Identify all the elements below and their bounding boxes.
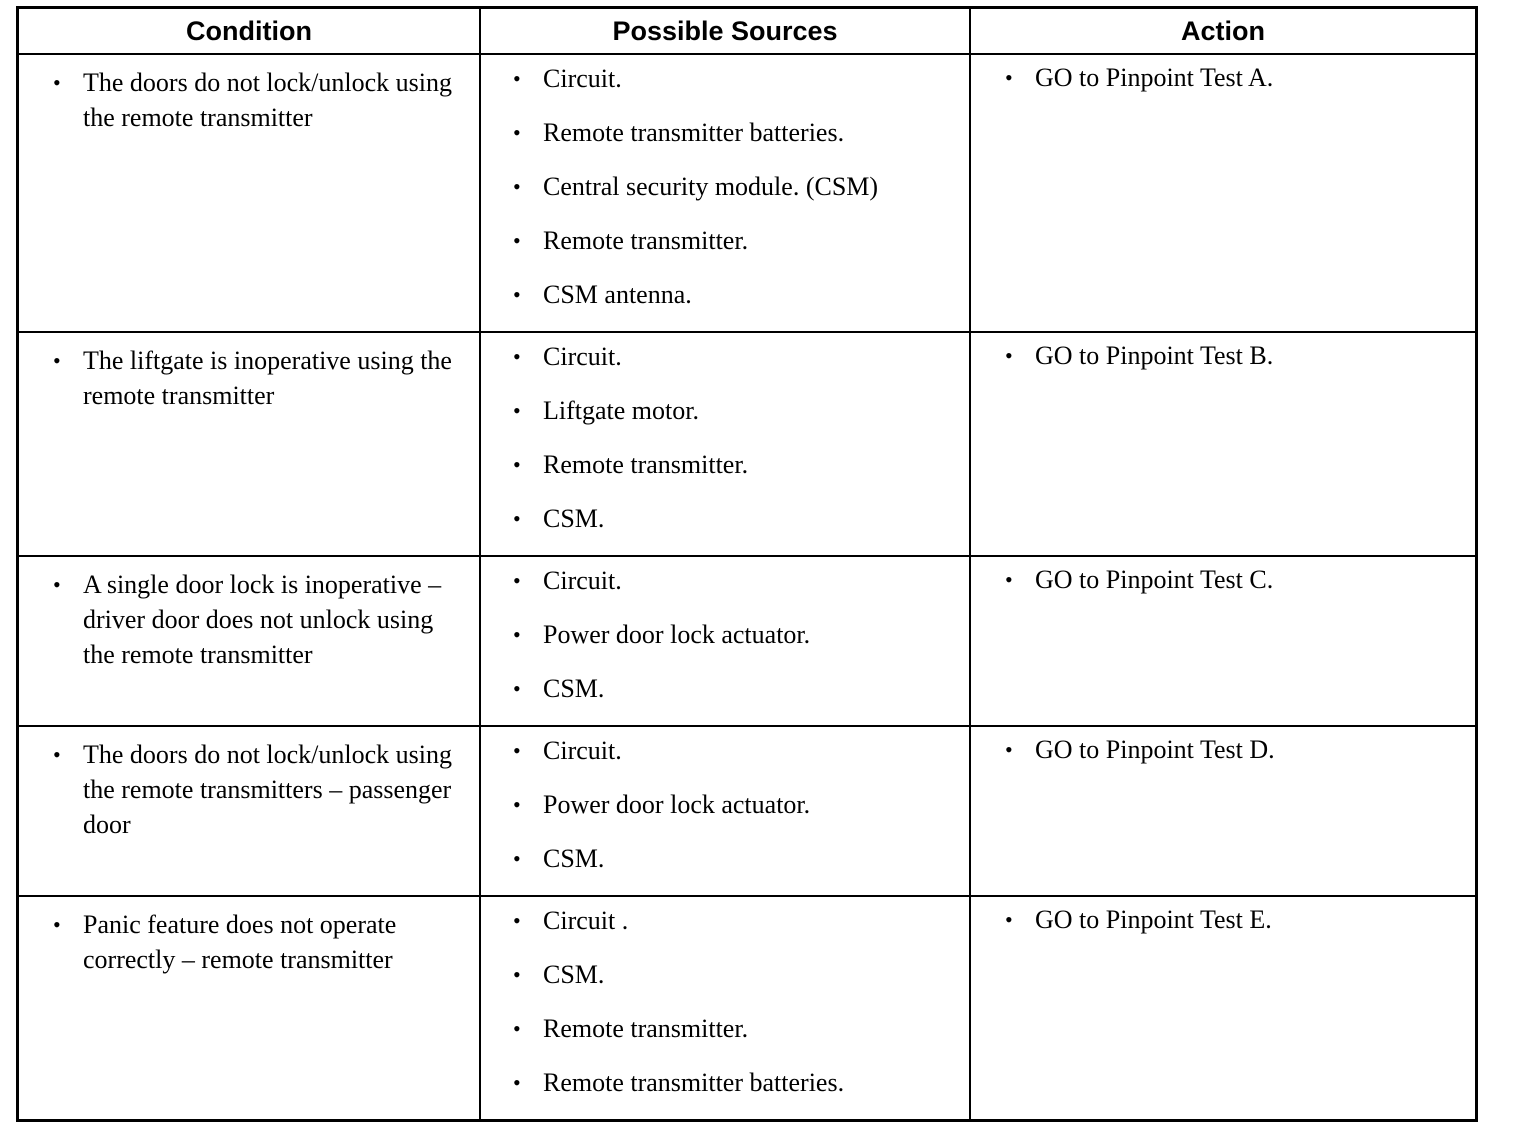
action-list xyxy=(971,557,1475,597)
sources-cell xyxy=(480,726,970,896)
source-item: • Power door lock actuator. xyxy=(543,787,959,822)
source-item: • Central security module. (CSM) xyxy=(543,169,959,204)
source-item: • CSM. xyxy=(543,841,959,876)
condition-item: • The doors do not lock/unlock using the remote transmitter xyxy=(83,65,469,135)
condition-cell xyxy=(18,332,481,556)
table-row xyxy=(18,54,1477,332)
action-item: • GO to Pinpoint Test B. xyxy=(1035,338,1465,373)
table-row xyxy=(18,726,1477,896)
condition-item: • A single door lock is inoperative – driver door does not unlock using the remote transmitter xyxy=(83,567,469,672)
action-item: • GO to Pinpoint Test A. xyxy=(1035,60,1465,95)
action-item: • GO to Pinpoint Test E. xyxy=(1035,902,1465,937)
source-item: • CSM. xyxy=(543,501,959,536)
action-list xyxy=(971,333,1475,373)
action-list xyxy=(971,55,1475,95)
header-action: Action xyxy=(970,8,1477,55)
action-cell xyxy=(970,726,1477,896)
action-list xyxy=(971,727,1475,767)
source-item: • Liftgate motor. xyxy=(543,393,959,428)
source-item: • Power door lock actuator. xyxy=(543,617,959,652)
condition-list xyxy=(19,55,479,135)
action-item: • GO to Pinpoint Test D. xyxy=(1035,732,1465,767)
sources-list xyxy=(481,55,969,312)
condition-item: • Panic feature does not operate correctly – remote transmitter xyxy=(83,907,469,977)
action-list xyxy=(971,897,1475,937)
condition-list xyxy=(19,333,479,413)
source-item: • Circuit. xyxy=(543,339,959,374)
table-row xyxy=(18,332,1477,556)
action-cell xyxy=(970,896,1477,1121)
source-item: • Remote transmitter. xyxy=(543,447,959,482)
source-item: • Remote transmitter. xyxy=(543,1011,959,1046)
condition-list xyxy=(19,557,479,672)
source-item: • CSM. xyxy=(543,957,959,992)
action-cell xyxy=(970,332,1477,556)
condition-cell xyxy=(18,726,481,896)
sources-cell xyxy=(480,54,970,332)
condition-list xyxy=(19,897,479,977)
condition-cell xyxy=(18,896,481,1121)
condition-item: • The doors do not lock/unlock using the remote transmitters – passenger door xyxy=(83,737,469,842)
source-item: • Circuit. xyxy=(543,61,959,96)
header-possible-sources: Possible Sources xyxy=(480,8,970,55)
source-item: • CSM. xyxy=(543,671,959,706)
condition-list xyxy=(19,727,479,842)
header-condition: Condition xyxy=(18,8,481,55)
source-item: • Circuit . xyxy=(543,903,959,938)
sources-cell xyxy=(480,896,970,1121)
sources-cell xyxy=(480,556,970,726)
source-item: • Remote transmitter batteries. xyxy=(543,1065,959,1100)
sources-list xyxy=(481,727,969,876)
table-row xyxy=(18,896,1477,1121)
source-item: • Circuit. xyxy=(543,563,959,598)
source-item: • Remote transmitter batteries. xyxy=(543,115,959,150)
action-cell xyxy=(970,556,1477,726)
diagnosis-table xyxy=(16,6,1478,1122)
source-item: • CSM antenna. xyxy=(543,277,959,312)
condition-cell xyxy=(18,54,481,332)
sources-list xyxy=(481,333,969,536)
action-item: • GO to Pinpoint Test C. xyxy=(1035,562,1465,597)
header-row xyxy=(18,8,1477,55)
source-item: • Remote transmitter. xyxy=(543,223,959,258)
source-item: • Circuit. xyxy=(543,733,959,768)
action-cell xyxy=(970,54,1477,332)
condition-cell xyxy=(18,556,481,726)
condition-item: • The liftgate is inoperative using the remote transmitter xyxy=(83,343,469,413)
sources-list xyxy=(481,557,969,706)
sources-cell xyxy=(480,332,970,556)
table-row xyxy=(18,556,1477,726)
sources-list xyxy=(481,897,969,1100)
